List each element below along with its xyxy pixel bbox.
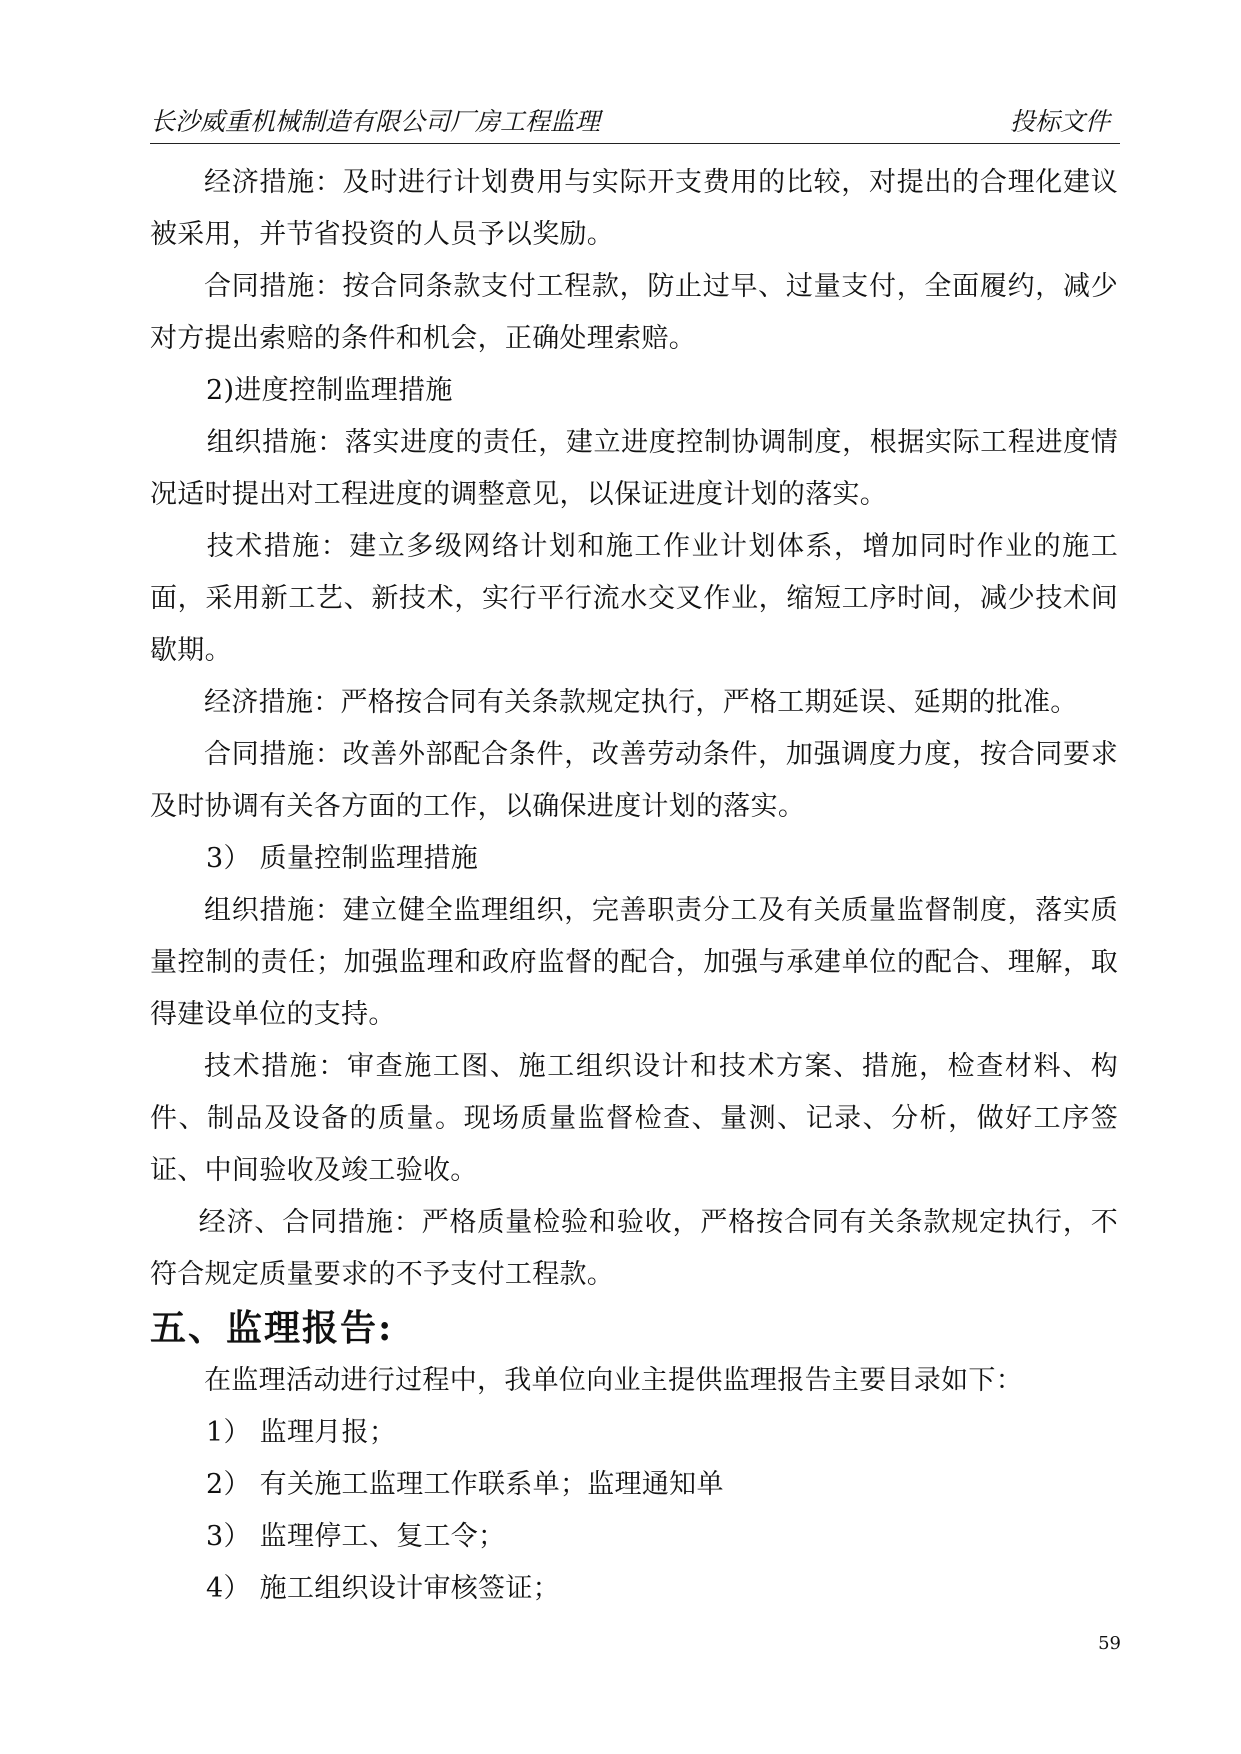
paragraph-schedule-contract: 合同措施：改善外部配合条件，改善劳动条件，加强调度力度，按合同要求及时协调有关各方面的工作，以确保进度计划的落实。	[150, 739, 1118, 822]
section-title-supervision-report: 五、监理报告:	[150, 1307, 394, 1349]
paragraph-quality-technical: 技术措施：审查施工图、施工组织设计和技术方案、措施，检查材料、构件、制品及设备的质量。现场质量监督检查、量测、记录、分析，做好工序签证、中间验收及竣工验收。	[150, 1051, 1118, 1186]
paragraph-quality-organization: 组织措施：建立健全监理组织，完善职责分工及有关质量监督制度，落实质量控制的责任；加强监理和政府监督的配合，加强与承建单位的配合、理解，取得建设单位的支持。	[150, 895, 1118, 1030]
header-divider	[150, 143, 1120, 144]
subheading-schedule-control: 2)进度控制监理措施	[206, 375, 453, 406]
document-body	[150, 157, 1118, 1615]
list-item: 2） 有关施工监理工作联系单；监理通知单	[206, 1469, 724, 1500]
section-intro: 在监理活动进行过程中，我单位向业主提供监理报告主要目录如下：	[204, 1365, 1023, 1396]
paragraph-cost-contract: 合同措施：按合同条款支付工程款，防止过早、过量支付，全面履约，减少对方提出索赔的条件和机会，正确处理索赔。	[150, 271, 1118, 354]
paragraph-cost-economic: 经济措施：及时进行计划费用与实际开支费用的比较，对提出的合理化建议被采用，并节省投资的人员予以奖励。	[150, 167, 1118, 250]
page-header	[150, 102, 1120, 142]
paragraph-schedule-economic: 经济措施：严格按合同有关条款规定执行，严格工期延误、延期的批准。	[204, 687, 1078, 718]
header-project-title: 长沙威重机械制造有限公司厂房工程监理	[150, 107, 601, 136]
paragraph-schedule-technical: 技术措施：建立多级网络计划和施工作业计划体系，增加同时作业的施工面，采用新工艺、新技术，实行平行流水交叉作业，缩短工序时间，减少技术间歇期。	[150, 531, 1118, 666]
paragraph-quality-economic-contract: 经济、合同措施：严格质量检验和验收，严格按合同有关条款规定执行，不符合规定质量要求的不予支付工程款。	[150, 1207, 1118, 1290]
list-item: 4） 施工组织设计审核签证；	[206, 1573, 560, 1604]
list-item: 3） 监理停工、复工令；	[206, 1521, 506, 1552]
list-item: 1） 监理月报；	[206, 1417, 397, 1448]
header-document-type: 投标文件	[1009, 107, 1110, 136]
paragraph-schedule-organization: 组织措施：落实进度的责任，建立进度控制协调制度，根据实际工程进度情况适时提出对工程进度的调整意见，以保证进度计划的落实。	[150, 427, 1118, 510]
page-number: 59	[1098, 1633, 1121, 1654]
subheading-quality-control: 3） 质量控制监理措施	[206, 843, 479, 874]
